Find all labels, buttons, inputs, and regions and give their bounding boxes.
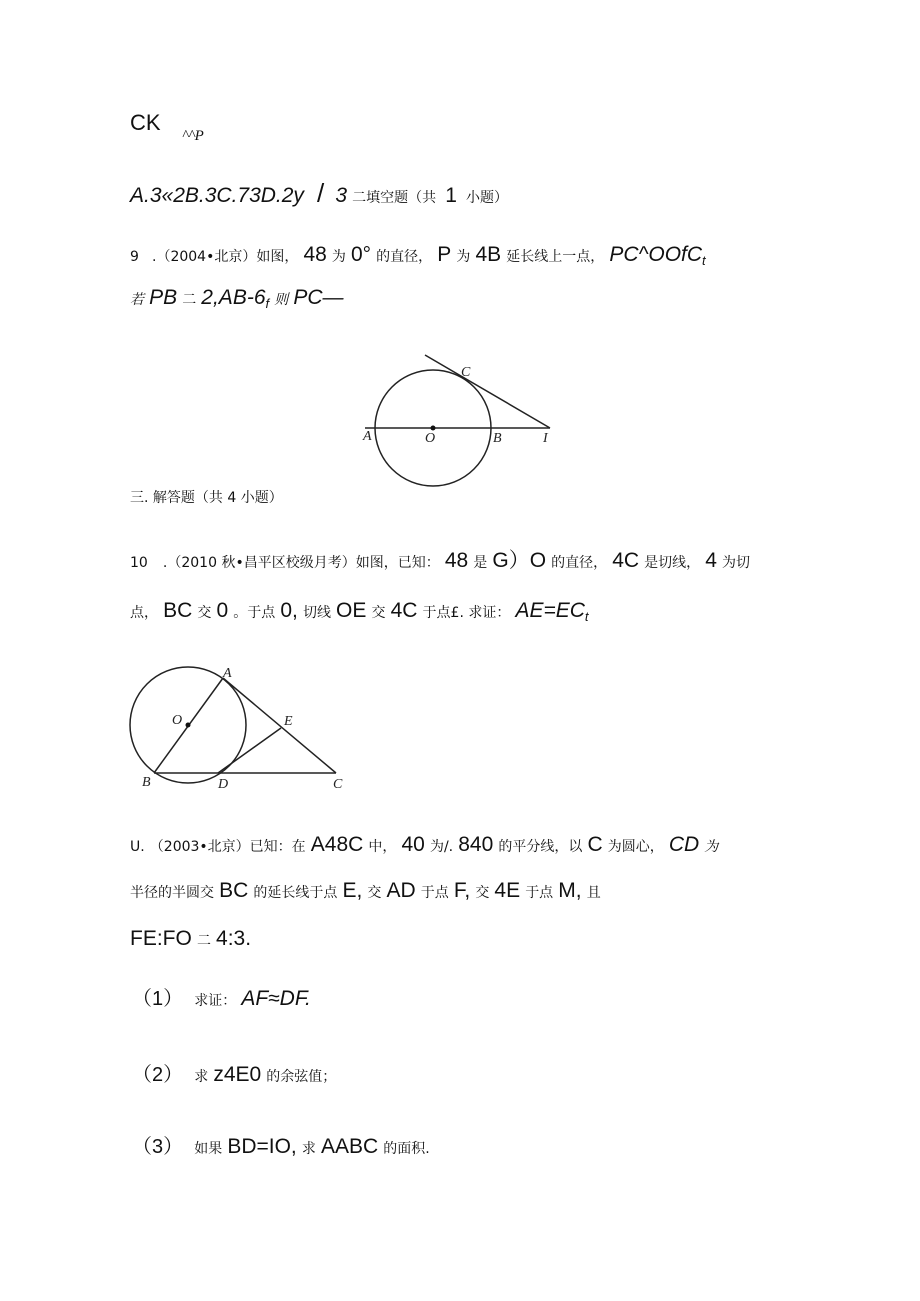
q9-math-pb: PB bbox=[149, 286, 178, 309]
fill-count: 1 bbox=[445, 184, 457, 207]
q10-text: 为切 bbox=[722, 555, 751, 571]
q9-text: 若 bbox=[130, 292, 144, 308]
q9-math-p: P bbox=[437, 243, 452, 266]
options-line bbox=[130, 180, 508, 206]
q9-math-ab: 2,AB-6 bbox=[201, 286, 266, 309]
q11-math: AD bbox=[386, 879, 416, 902]
part-text: 求证： bbox=[194, 993, 237, 1009]
q10-text: 是切线， bbox=[644, 555, 701, 571]
q9-line1 bbox=[130, 244, 706, 267]
q11-math: 4:3. bbox=[216, 927, 252, 950]
q11-text: 于点 bbox=[525, 885, 554, 901]
q11-math: 4E bbox=[494, 879, 521, 902]
label-a: A bbox=[363, 429, 372, 444]
part-text: 求 bbox=[301, 1141, 316, 1157]
q11-text: 二 bbox=[196, 933, 211, 949]
q10-source: .（2010 秋•昌平区校级月考）如图，已知： bbox=[162, 555, 440, 571]
q10-math-conclusion: AE=EC bbox=[515, 599, 585, 622]
fill-label: 二填空题（共 bbox=[352, 190, 437, 206]
q9-text: 为 bbox=[331, 249, 346, 265]
q11-text: 为 bbox=[704, 839, 719, 855]
q11-text: 中， bbox=[368, 839, 397, 855]
part-math: BD=IO, bbox=[227, 1135, 297, 1158]
q10-line1 bbox=[130, 550, 750, 571]
q11-text: 半径的半圆交 bbox=[130, 885, 214, 901]
label-c: C bbox=[461, 365, 471, 380]
q10-text: 是 bbox=[473, 555, 488, 571]
part-math: AF≈DF. bbox=[241, 987, 311, 1010]
label-p: I bbox=[543, 431, 548, 446]
q10-math: G）O bbox=[492, 549, 547, 572]
q11-text: 于点 bbox=[420, 885, 449, 901]
part-text: 的余弦值； bbox=[266, 1069, 337, 1085]
q11-math: 40 bbox=[401, 833, 425, 856]
part-label: （2） bbox=[132, 1064, 184, 1086]
q11-math: E, bbox=[342, 879, 363, 902]
q11-math: F, bbox=[453, 879, 471, 902]
q11-part-1 bbox=[132, 988, 311, 1009]
q10-text: 切线 bbox=[302, 605, 331, 621]
q11-math: CD bbox=[668, 833, 700, 856]
label-b: B bbox=[142, 775, 151, 790]
options-slash: / bbox=[317, 178, 325, 208]
label-o: O bbox=[172, 713, 183, 728]
q11-text: 交 bbox=[367, 885, 382, 901]
q11-line1 bbox=[130, 834, 718, 855]
label-o: O bbox=[425, 431, 436, 446]
q10-math: 4 bbox=[705, 549, 717, 572]
q11-text: 的平分线，以 bbox=[498, 839, 583, 855]
figure-tangent-secant bbox=[355, 350, 555, 490]
q10-math: 48 bbox=[444, 549, 469, 572]
tangent-ac bbox=[223, 678, 336, 773]
q11-math: A48C bbox=[310, 833, 364, 856]
q11-part-3 bbox=[132, 1136, 430, 1157]
q11-math: M, bbox=[558, 879, 582, 902]
q11-math: C bbox=[587, 833, 603, 856]
part-text: 求 bbox=[194, 1069, 209, 1085]
q10-math: 4C bbox=[390, 599, 418, 622]
q11-text: 交 bbox=[475, 885, 490, 901]
q9-sub: t bbox=[702, 253, 706, 269]
q11-line3 bbox=[130, 928, 251, 949]
figure-circle-tangent-ac bbox=[126, 662, 348, 790]
q10-text: 。于点 bbox=[233, 605, 276, 621]
center-point bbox=[186, 723, 191, 728]
header-ck: CK bbox=[130, 110, 161, 135]
q10-number: 10 bbox=[130, 555, 148, 571]
q9-math-4b: 4B bbox=[475, 243, 502, 266]
q11-math: 840 bbox=[458, 833, 494, 856]
q11-text: 的延长线于点 bbox=[253, 885, 338, 901]
header-p: ^^P bbox=[182, 128, 204, 144]
label-d: D bbox=[218, 777, 229, 790]
q11-source: （2003•北京）已知：在 bbox=[149, 839, 306, 855]
q9-text: 延长线上一点， bbox=[506, 249, 605, 265]
q11-math: FE:FO bbox=[130, 927, 192, 950]
q11-math: BC bbox=[219, 879, 249, 902]
q11-part-2 bbox=[132, 1064, 336, 1085]
q9-text: 为 bbox=[456, 249, 471, 265]
q11-line2 bbox=[130, 880, 601, 901]
part-text: 如果 bbox=[194, 1141, 223, 1157]
part-label: （3） bbox=[132, 1136, 184, 1158]
q10-text: 交 bbox=[197, 605, 212, 621]
part-math: z4E0 bbox=[213, 1063, 262, 1086]
options-three: 3 bbox=[335, 184, 348, 207]
q9-math-48: 48 bbox=[303, 243, 327, 266]
q10-math: BC bbox=[163, 599, 193, 622]
q9-math-0: 0° bbox=[351, 243, 372, 266]
part-label: （1） bbox=[132, 988, 184, 1010]
q9-math-pc: PC^OOfC bbox=[609, 243, 703, 266]
q11-number: U. bbox=[130, 839, 145, 855]
q10-math: 4C bbox=[612, 549, 640, 572]
q10-sub: t bbox=[584, 609, 589, 625]
label-a: A bbox=[223, 666, 232, 681]
q10-math: OE bbox=[336, 599, 367, 622]
q9-sub: f bbox=[265, 296, 270, 312]
q10-line2 bbox=[130, 600, 589, 623]
q11-text: 为圆心， bbox=[607, 839, 664, 855]
q10-text: 的直径， bbox=[551, 555, 608, 571]
q10-math: 0, bbox=[280, 599, 298, 622]
q9-text: 的直径， bbox=[376, 249, 433, 265]
section-title: 三. 解答题（共 4 小题） bbox=[130, 490, 283, 506]
tangent-pc bbox=[425, 355, 550, 428]
label-c: C bbox=[333, 777, 343, 790]
q10-text: 交 bbox=[371, 605, 386, 621]
part-math: AABC bbox=[320, 1135, 379, 1158]
label-e: E bbox=[284, 714, 293, 729]
fill-suffix: 小题） bbox=[466, 190, 509, 206]
tangent-de bbox=[218, 728, 281, 773]
q10-text: 点， bbox=[130, 605, 158, 621]
q9-number: 9 bbox=[130, 249, 139, 265]
label-b: B bbox=[493, 431, 502, 446]
q10-text: 于点£. 求证： bbox=[422, 605, 511, 621]
q11-text: 为/. bbox=[429, 839, 454, 855]
q10-math: 0 bbox=[216, 599, 229, 622]
q9-source: .（2004•北京）如图， bbox=[152, 249, 299, 265]
q9-line2 bbox=[130, 287, 344, 310]
part-text: 的面积. bbox=[383, 1141, 430, 1157]
q9-text: 二 bbox=[182, 292, 197, 308]
options-formula: A.3«2B.3C.73D.2y bbox=[130, 184, 304, 207]
q9-text: 则 bbox=[274, 292, 289, 308]
q9-math-pc-answer: PC— bbox=[293, 286, 344, 309]
center-point bbox=[431, 426, 436, 431]
q11-text: 且 bbox=[586, 885, 601, 901]
